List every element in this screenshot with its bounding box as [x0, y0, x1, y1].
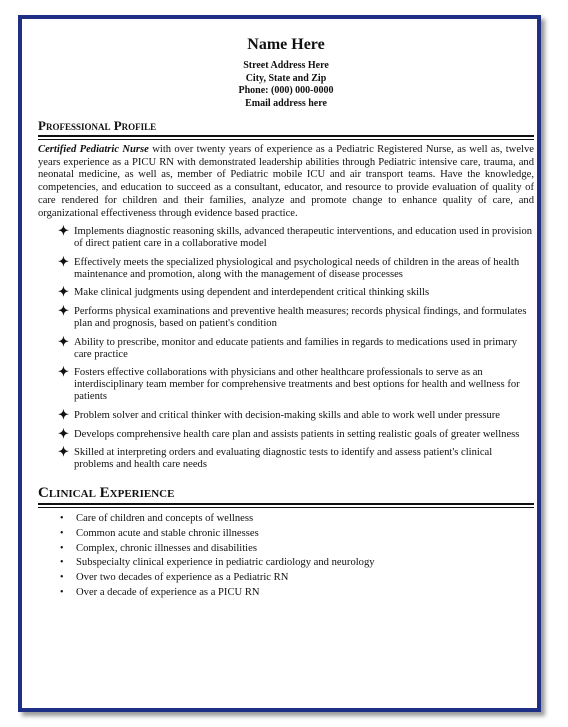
plus-bullet-icon: ✦ — [58, 333, 69, 349]
list-item-text: Care of children and concepts of wellness — [76, 512, 254, 524]
heading-rule-thin — [38, 507, 534, 508]
list-item-text: Implements diagnostic reasoning skills, advanced therapeutic interventions, and education used in provision of direct patient care in a collaborative model — [74, 226, 533, 250]
clinical-heading: Clinical Experience — [38, 484, 175, 501]
list-item — [58, 364, 534, 402]
list-item — [58, 406, 534, 422]
heading-rule — [38, 135, 534, 137]
list-item — [58, 333, 534, 361]
list-item — [58, 223, 534, 250]
dot-bullet-icon: • — [60, 542, 64, 554]
plus-bullet-icon: ✦ — [58, 444, 69, 460]
list-item-text: Over a decade of experience as a PICU RN — [76, 586, 260, 598]
list-item-text: Problem solver and critical thinker with decision-making skills and able to work well under pressure — [74, 409, 501, 421]
list-item-text: Fosters effective collaborations with physicians and other healthcare professionals to serve as an interdisciplinary team member for comprehensive treatments and best options for health and wellness for patients — [74, 367, 520, 402]
list-item-text: Subspecialty clinical experience in pediatric cardiology and neurology — [76, 557, 375, 569]
plus-bullet-icon: ✦ — [58, 425, 69, 441]
resume-document — [38, 30, 534, 601]
list-item — [60, 571, 534, 586]
list-item-text: Over two decades of experience as a Pediatric RN — [76, 572, 289, 584]
list-item — [58, 303, 534, 330]
list-item — [58, 425, 534, 441]
heading-rule-thin — [38, 139, 534, 140]
profile-heading: Professional Profile — [38, 118, 157, 133]
heading-rule — [38, 503, 534, 505]
clinical-section — [38, 485, 534, 601]
list-item-text: Effectively meets the specialized physiological and psychological needs of children in the areas of health maintenance and promotion, along with the management of disease processes — [74, 256, 520, 280]
list-item — [60, 586, 534, 601]
list-item — [60, 527, 534, 542]
contact-block — [38, 60, 534, 110]
dot-bullet-icon: • — [60, 557, 64, 569]
city-state-zip: City, State and Zip — [245, 72, 327, 84]
dot-bullet-icon: • — [60, 572, 64, 584]
dot-bullet-icon: • — [60, 586, 64, 598]
list-item — [60, 512, 534, 527]
list-item-text: Common acute and stable chronic illnesses — [76, 527, 259, 539]
plus-bullet-icon: ✦ — [58, 303, 69, 319]
plus-bullet-icon: ✦ — [58, 284, 69, 300]
plus-bullet-icon: ✦ — [58, 406, 69, 422]
profile-bullet-list — [38, 223, 534, 471]
plus-bullet-icon: ✦ — [58, 253, 69, 269]
plus-bullet-icon: ✦ — [58, 364, 69, 380]
plus-bullet-icon: ✦ — [58, 223, 69, 239]
list-item-text: Develops comprehensive health care plan and assists patients in setting realistic goals of greater wellness — [74, 428, 520, 440]
list-item — [58, 284, 534, 300]
list-item-text: Ability to prescribe, monitor and educate patients and families in regards to medications used in primary care practice — [74, 336, 518, 360]
list-item-text: Make clinical judgments using dependent and interdependent critical thinking skills — [74, 287, 430, 299]
list-item — [58, 444, 534, 471]
list-item-text: Performs physical examinations and preventive health measures; records physical findings, and formulates plan and prognosis, based on patient's condition — [74, 306, 527, 329]
list-item — [60, 556, 534, 571]
profile-lead: Certified Pediatric Nurse — [38, 144, 149, 155]
list-item-text: Complex, chronic illnesses and disabilities — [76, 542, 257, 554]
street-address: Street Address Here — [243, 60, 329, 71]
dot-bullet-icon: • — [60, 512, 64, 524]
phone-number: Phone: (000) 000-0000 — [238, 85, 334, 96]
list-item-text: Skilled at interpreting orders and evaluating diagnostic tests to identify and assess patient's clinical problems and health care needs — [74, 447, 493, 471]
dot-bullet-icon: • — [60, 527, 64, 539]
profile-summary-text: with over twenty years of experience as a Pediatric Registered Nurse, as well as, twelve years experience as a PICU RN with demonstrated leadership abilities through Pediatric intensive care, trauma, and neonatal medicine, as well as, member of Pediatric mobile ICU and air transport teams. Have the knowledge, competencies, and education to succeed as a consultant, educator, and resource to provide evaluation of quality of care rendered for children and their families, analyze and promote change to enhance quality of care, and organizational effectiveness through evidence based practice. — [38, 144, 534, 219]
clinical-bullet-list — [38, 512, 534, 601]
profile-section — [38, 118, 534, 471]
list-item — [60, 542, 534, 557]
applicant-name: Name Here — [247, 36, 325, 53]
list-item — [58, 253, 534, 281]
email-address: Email address here — [245, 97, 327, 109]
profile-summary — [38, 144, 534, 220]
